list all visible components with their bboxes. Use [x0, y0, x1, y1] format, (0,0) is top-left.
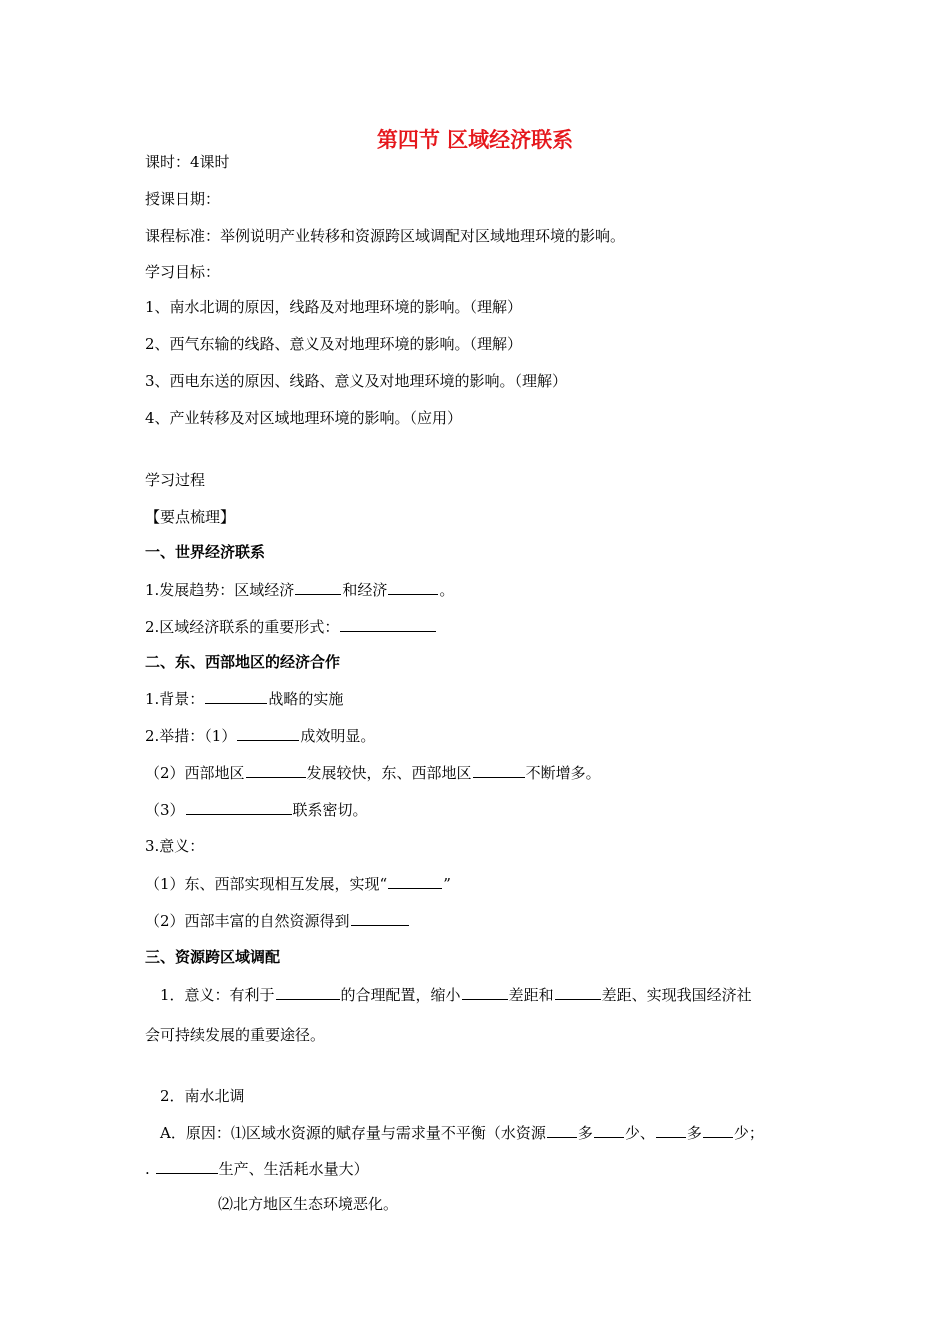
text-fragment: . — [145, 1160, 150, 1178]
text-fragment: 少、 — [624, 1124, 655, 1142]
text-fragment: （2）西部丰富的自然资源得到 — [145, 912, 350, 930]
text-fragment: 生产、生活耗水量大） — [218, 1160, 369, 1178]
blank — [555, 984, 601, 1000]
text-fragment: （2）西部地区 — [145, 764, 245, 782]
blank — [237, 725, 299, 741]
class-hours: 课时：4课时 — [145, 153, 230, 171]
text-fragment: 少； — [733, 1124, 764, 1142]
goal-item: 2、西气东输的线路、意义及对地理环境的影响。（理解） — [145, 335, 523, 353]
text-fragment: 战略的实施 — [268, 690, 344, 708]
page-title: 第四节 区域经济联系 — [376, 128, 574, 152]
blank — [205, 688, 267, 704]
fill-line — [145, 762, 601, 783]
section-heading: 一、世界经济联系 — [145, 543, 266, 561]
blank — [703, 1122, 733, 1138]
section-heading: 二、东、西部地区的经济合作 — [145, 653, 341, 671]
blank — [156, 1158, 218, 1174]
text-fragment: 不断增多。 — [525, 764, 601, 782]
text-fragment: 2.举措：（1） — [145, 727, 237, 745]
course-standard: 课程标准：举例说明产业转移和资源跨区域调配对区域地理环境的影响。 — [145, 227, 626, 245]
teaching-date: 授课日期： — [145, 190, 221, 208]
text-fragment: （1）东、西部实现相互发展，实现“ — [145, 875, 388, 893]
text-fragment: ” — [443, 875, 451, 893]
text-fragment: 2.区域经济联系的重要形式： — [145, 618, 340, 636]
blank — [340, 616, 436, 632]
fill-line — [160, 984, 752, 1005]
text-fragment: （3） — [145, 801, 185, 819]
text-fragment: 差距、实现我国经济社 — [601, 986, 752, 1004]
text-fragment: 成效明显。 — [300, 727, 376, 745]
fill-line — [145, 910, 410, 931]
significance-heading: 3.意义： — [145, 837, 205, 855]
text-fragment: 1.背景： — [145, 690, 205, 708]
blank — [473, 762, 525, 778]
text-fragment: 差距和 — [508, 986, 554, 1004]
text-fragment: 1.发展趋势：区域经济 — [145, 581, 295, 599]
text-fragment: 1．意义：有利于 — [160, 986, 275, 1004]
blank — [276, 984, 340, 1000]
blank — [388, 579, 438, 595]
fill-line — [145, 1158, 369, 1179]
blank — [547, 1122, 577, 1138]
blank — [462, 984, 508, 1000]
fill-line — [145, 616, 437, 637]
fill-line — [145, 688, 343, 709]
subsection-heading: 2．南水北调 — [160, 1087, 245, 1105]
goal-item: 4、产业转移及对区域地理环境的影响。（应用） — [145, 409, 463, 427]
fill-line — [145, 579, 454, 600]
fill-line — [160, 1122, 764, 1143]
section-heading: 三、资源跨区域调配 — [145, 948, 281, 966]
key-points-heading: 【要点梳理】 — [145, 508, 236, 526]
goals-heading: 学习目标： — [145, 263, 221, 281]
process-heading: 学习过程 — [145, 471, 206, 489]
reason-item: ⑵北方地区生态环境恶化。 — [218, 1195, 399, 1213]
paragraph-continuation: 会可持续发展的重要途径。 — [145, 1026, 326, 1044]
blank — [186, 799, 292, 815]
fill-line — [145, 873, 451, 894]
blank — [594, 1122, 624, 1138]
text-fragment: 多 — [577, 1124, 593, 1142]
blank — [656, 1122, 686, 1138]
text-fragment: 。 — [439, 581, 455, 599]
text-fragment: A．原因：⑴区域水资源的赋存量与需求量不平衡（水资源 — [160, 1124, 546, 1142]
fill-line — [145, 725, 375, 746]
text-fragment: 联系密切。 — [292, 801, 368, 819]
blank — [351, 910, 409, 926]
text-fragment: 的合理配置，缩小 — [340, 986, 461, 1004]
goal-item: 3、西电东送的原因、线路、意义及对地理环境的影响。（理解） — [145, 372, 568, 390]
goal-item: 1、南水北调的原因，线路及对地理环境的影响。（理解） — [145, 298, 523, 316]
text-fragment: 多 — [686, 1124, 702, 1142]
text-fragment: 和经济 — [342, 581, 388, 599]
blank — [295, 579, 341, 595]
fill-line — [145, 799, 368, 820]
text-fragment: 发展较快，东、西部地区 — [306, 764, 472, 782]
blank — [388, 873, 442, 889]
blank — [246, 762, 306, 778]
